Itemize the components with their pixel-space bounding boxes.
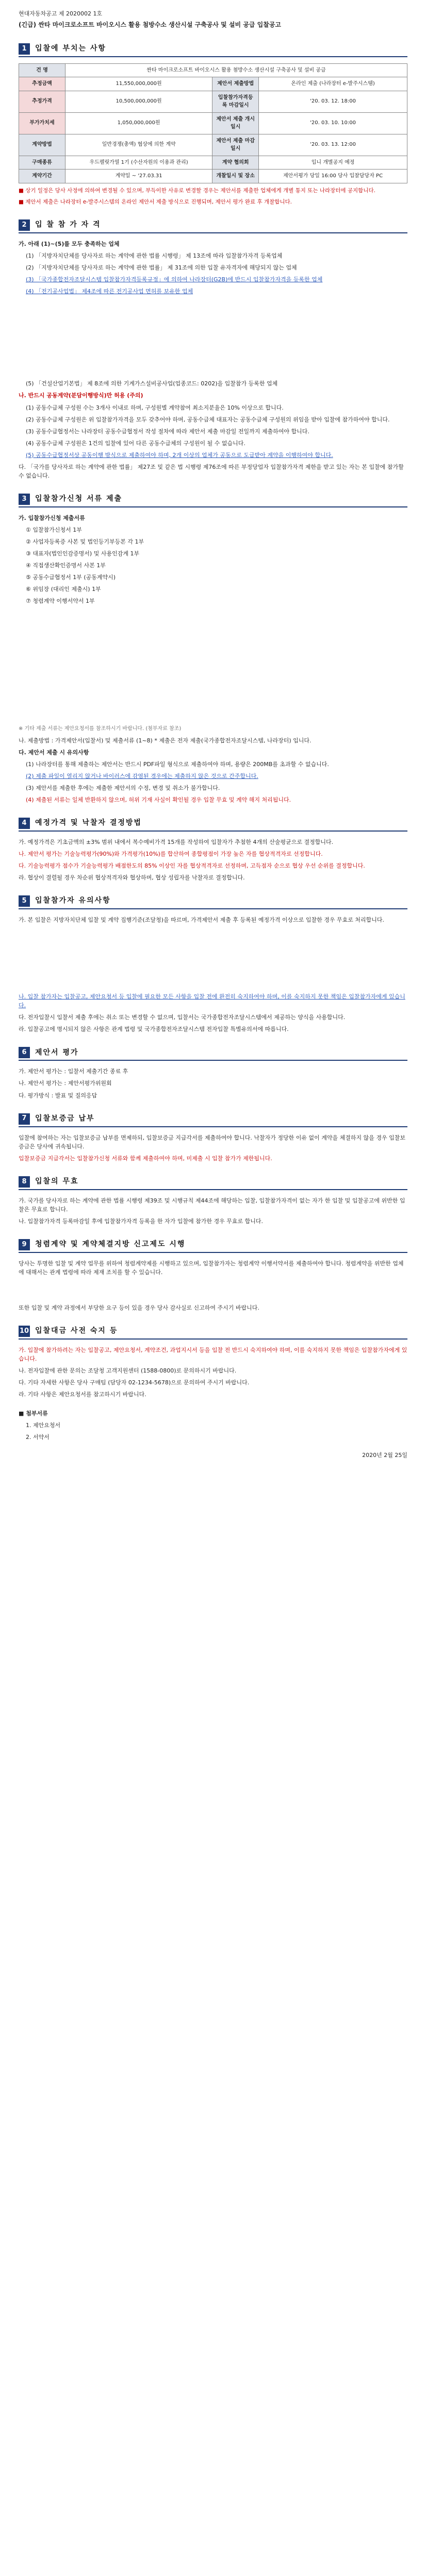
paragraph: (4) 「전기공사업법」 제4조에 따른 전기공사업 면허를 보유한 업체 [26, 288, 193, 295]
paragraph: 라. 기타 사항은 제안요청서를 참고하시기 바랍니다. [19, 1391, 146, 1398]
paragraph: (5) 공동수급협정서상 공동이행 방식으로 제출하여야 하며, 2개 이상의 업체가 공동으로 도급받아 계약을 이행하여야 합니다. [26, 451, 333, 459]
paragraph: (1) 「지방자치단체를 당사자로 하는 계약에 관한 법률 시행령」 제 13조에 따라 입찰참가자격 등록업체 [26, 252, 283, 260]
table-row [19, 77, 407, 91]
paragraph: 입찰보증금 지급각서는 입찰참가신청 서류와 함께 제출하여야 하며, 미제출 시 입찰 참가가 제한됩니다. [19, 1155, 272, 1162]
section-header [19, 43, 407, 57]
table-header-cell: 추정금액 [19, 77, 65, 91]
table-header-cell: 추정가격 [19, 91, 65, 112]
section-number: 5 [19, 895, 30, 907]
list-item: 다. 평가방식 : 발표 및 질의응답 [19, 1092, 97, 1099]
section-header [19, 1113, 407, 1127]
paragraph: (5) 「건설산업기본법」 제 8조에 의한 기계가스설비공사업(업종코드: 0202)을 입찰참가 등록한 업체 [26, 380, 278, 387]
section-header [19, 1176, 407, 1190]
table-cell: 제안서평가 당일 16:00 당사 입찰담당자 PC [259, 170, 407, 183]
table-header-cell: 계약 협의회 [212, 156, 259, 170]
paragraph: 다. 기술능력평가 점수가 기술능력평가 배점한도의 85% 이상인 자를 협상적격자로 선정하며, 고득점자 순으로 협상 우선 순위를 결정합니다. [19, 862, 365, 870]
paragraph: 나. 반드시 공동계약(분담이행방식)만 허용 (주의) [19, 392, 143, 399]
paragraph: 라. 협상이 결렬될 경우 차순위 협상적격자와 협상하며, 협상 성립자를 낙찰자로 결정합니다. [19, 874, 245, 882]
table-cell: '20. 03. 12. 18:00 [259, 91, 407, 112]
section-10 [19, 1326, 407, 1399]
attachment-item: 1. 제안요청서 [26, 1422, 61, 1429]
list-item: ⑥ 위임장 (대리인 제출시) 1부 [26, 586, 101, 593]
paragraph: 가. 입찰참가신청 제출서류 [19, 514, 85, 521]
list-item: ⑤ 공동수급협정서 1부 (공동계약시) [26, 574, 116, 581]
paragraph: (2) 「지방자치단체를 당사자로 하는 계약에 관한 법률」 제 31조에 의한 입찰 유자격자에 해당되지 않는 업체 [26, 264, 297, 272]
table-cell: 싼타 마이크로소프트 바이오시스 활용 첨방수소 생산시설 구축공사 및 설비 공급 [65, 63, 407, 77]
section-title: 예정가격 및 낙찰자 결정방법 [35, 819, 142, 827]
section-4 [19, 818, 407, 882]
section-number: 4 [19, 818, 30, 829]
table-header-cell: 계약기간 [19, 170, 65, 183]
table-cell: 10,500,000,000원 [65, 91, 212, 112]
section-title: 청렴계약 및 계약체결지방 신고제도 시행 [35, 1240, 186, 1248]
section-number: 6 [19, 1047, 30, 1058]
section-title: 입찰참가자 유의사항 [35, 896, 111, 905]
table-cell: '20. 03. 10. 10:00 [259, 112, 407, 134]
list-item: 나. 제안서 평가는 : 제안서평가위원회 [19, 1080, 112, 1087]
table-cell: 1,050,000,000원 [65, 112, 212, 134]
submission-warning: ■ 제안서 제출은 나라장터 e-발주시스템의 온라인 제안서 제출 방식으로 진행되며, 제안서 평가 완료 후 개찰합니다. [19, 198, 292, 205]
paragraph: (2) 제출 파일이 열리지 않거나 바이러스에 감염된 경우에는 제출하지 않은 것으로 간주합니다. [26, 772, 258, 779]
section-number: 9 [19, 1239, 30, 1250]
notice-number: 현대자동차공고 제 2020002 1호 [19, 10, 103, 17]
table-row [19, 170, 407, 183]
table-cell: 일반경쟁(총액) 협상에 의한 계약 [65, 134, 212, 156]
section-header [19, 494, 407, 507]
paragraph: 나. 입찰참가자격 등록마감일 후에 입찰참가자격 등록을 한 자가 입찰에 참가한 경우 무효로 합니다. [19, 1217, 263, 1225]
section-title: 입찰에 부치는 사항 [35, 44, 106, 53]
notice-date: 2020년 2월 25일 [362, 1452, 407, 1459]
table-row [19, 63, 407, 77]
list-item: ① 입찰참가신청서 1부 [26, 526, 82, 533]
paragraph: 가. 본 입찰은 지방자치단체 입찰 및 계약 집행기준(조달청)을 따르며, 가격제안서 제출 후 등록된 예정가격 이상으로 입찰한 경우 무효로 처리합니다. [19, 917, 384, 924]
paragraph: 입찰에 참여하는 자는 입찰보증금 납부를 면제하되, 입찰보증금 지급각서를 제출하여야 합니다. 낙찰자가 정당한 이유 없이 계약을 체결하지 않을 경우 입찰보증금은 당사에 귀속됩니다. [19, 1134, 405, 1150]
paragraph: (3) 공동수급협정서는 나라장터 공동수급협정서 작성 절차에 따라 제안서 제출 마감일 전일까지 제출하여야 합니다. [26, 428, 309, 435]
section-3 [19, 494, 407, 804]
blank-space [19, 299, 407, 376]
section-6 [19, 1047, 407, 1099]
blank-space [19, 608, 407, 722]
table-cell: 우드펠릿가열 1기 (수산자원의 이용과 관리) [65, 156, 212, 170]
paragraph: 또한 입찰 및 계약 과정에서 부당한 요구 등이 있을 경우 당사 감사실로 신고하여 주시기 바랍니다. [19, 1304, 259, 1311]
table-cell: 11,550,000,000원 [65, 77, 212, 91]
paragraph: 당사는 투명한 입찰 및 계약 업무를 위하여 청렴계약제를 시행하고 있으며, 입찰참가자는 청렴계약 이행서약서를 제출하여야 합니다. 청렴계약을 위반한 업체에 대해서는 관계 법령에 따라 제재 조치를 할 수 있습니다. [19, 1260, 404, 1276]
section-title: 입찰의 무효 [35, 1177, 79, 1185]
section-title: 입찰대금 사전 숙지 등 [35, 1327, 118, 1335]
table-header-cell: 계약방법 [19, 134, 65, 156]
paragraph: (3) 제안서를 제출한 후에는 제출한 제안서의 수정, 변경 및 취소가 불가합니다. [26, 784, 220, 791]
blank-space [19, 1280, 407, 1300]
section-title: 입찰보증금 납부 [35, 1114, 95, 1123]
attachment-item: 2. 서약서 [26, 1434, 50, 1441]
section-number: 7 [19, 1113, 30, 1125]
table-header-cell: 부가가치세 [19, 112, 65, 134]
section-number: 10 [19, 1326, 30, 1337]
section-2 [19, 219, 407, 480]
paragraph: (2) 공동수급체 구성원은 위 입찰참가자격을 모두 갖추어야 하며, 공동수급체 대표자는 공동수급체 구성원의 위임을 받아 입찰에 참가하여야 합니다. [26, 416, 390, 423]
list-item: ② 사업자등록증 사본 및 법인등기부등본 각 1부 [26, 538, 144, 545]
paragraph: 나. 제출방법 : 가격제안서(입찰서) 및 제출서류 (1~8) * 제출은 전자 제출(국가종합전자조달시스템, 나라장터) 입니다. [19, 737, 312, 744]
list-item: ③ 대표자(법인인감증명서) 및 사용인감계 1부 [26, 550, 140, 557]
paragraph: 다. 「국가를 당사자로 하는 계약에 관한 법률」 제27조 및 같은 법 시행령 제76조에 따른 부정당업자 입찰참가자격 제한을 받고 있는 자는 본 입찰에 참가할 수 없습니다. [19, 463, 404, 479]
table-header-cell: 제안서 제출 개시일시 [212, 112, 259, 134]
table-header-cell: 제안서 제출 마감일시 [212, 134, 259, 156]
paragraph: 다. 제안서 제출 시 유의사항 [19, 749, 89, 756]
notice-title: (긴급) 싼타 마이크로소프트 바이오시스 활용 첨방수소 생산시설 구축공사 및 설비 공급 입찰공고 [19, 21, 282, 29]
attachments [19, 1409, 407, 1442]
section-header [19, 1047, 407, 1061]
list-item: ④ 직접생산확인증명서 사본 1부 [26, 562, 106, 569]
section-number: 2 [19, 219, 30, 231]
table-header-cell: 건 명 [19, 63, 65, 77]
table-cell: '20. 03. 13. 12:00 [259, 134, 407, 156]
section-5 [19, 895, 407, 1033]
section-header [19, 818, 407, 832]
section-number: 3 [19, 494, 30, 505]
paragraph: (1) 공동수급체 구성원 수는 3개사 이내로 하며, 구성원별 계약참여 최소지분율은 10% 이상으로 합니다. [26, 404, 284, 411]
paragraph: (4) 공동수급체 구성원은 1건의 입찰에 있어 다른 공동수급체의 구성원이 될 수 없습니다. [26, 439, 245, 447]
section-8 [19, 1176, 407, 1226]
table-cell: 온라인 제출 (나라장터 e-발주시스템) [259, 77, 407, 91]
section-header [19, 1326, 407, 1340]
blank-space [19, 927, 407, 989]
table-cell: 입니 개별공지 예정 [259, 156, 407, 170]
paragraph: 다. 전자입찰시 입찰서 제출 후에는 취소 또는 변경할 수 없으며, 입찰서는 국가종합전자조달시스템에서 제공하는 양식을 사용합니다. [19, 1014, 346, 1021]
paragraph: 가. 국가를 당사자로 하는 계약에 관한 법률 시행령 제39조 및 시행규칙 제44조에 해당하는 입찰, 입찰참가자격이 없는 자가 한 입찰 및 입찰공고에 위반한 입찰은 무효로 합니다. [19, 1197, 405, 1213]
table-row [19, 134, 407, 156]
table-header-cell: 입찰참가자격등록 마감일시 [212, 91, 259, 112]
section-title: 제안서 평가 [35, 1048, 79, 1057]
section-number: 1 [19, 43, 30, 55]
paragraph: (4) 제출된 서류는 일체 반환하지 않으며, 허위 기재 사실이 확인될 경우 입찰 무효 및 계약 해지 처리됩니다. [26, 796, 291, 803]
table-row [19, 112, 407, 134]
paragraph: 라. 입찰공고에 명시되지 않은 사항은 관계 법령 및 국가종합전자조달시스템 전자입찰 특별유의서에 따릅니다. [19, 1026, 289, 1033]
section-9 [19, 1239, 407, 1312]
section-title: 입찰참가신청 서류 제출 [35, 494, 122, 503]
note: ※ 기타 제출 서류는 제안요청서를 참조하시기 바랍니다. (첨부자료 참조) [19, 726, 182, 732]
section-1 [19, 43, 407, 207]
table-cell: 계약일 ~ '27.03.31 [65, 170, 212, 183]
section-title: 입 찰 참 가 자 격 [35, 221, 101, 229]
section-header [19, 1239, 407, 1253]
table-header-cell: 제안서 제출방법 [212, 77, 259, 91]
paragraph: (3) 「국가종합전자조달시스템 입찰참가자격등록규정」에 의하여 나라장터(G2B)에 반드시 입찰참가자격을 등록한 업체 [26, 276, 323, 283]
paragraph: 가. 아래 (1)~(5)를 모두 충족하는 업체 [19, 241, 120, 248]
table-row [19, 156, 407, 170]
section-header [19, 895, 407, 909]
paragraph: 나. 전자입찰에 관한 문의는 조달청 고객지원센터 (1588-0800)로 문의하시기 바랍니다. [19, 1367, 237, 1375]
overview-table [19, 63, 407, 183]
list-item: 가. 제안서 평가는 : 입찰서 제출기간 종료 후 [19, 1068, 128, 1075]
notice-header [0, 0, 426, 30]
paragraph: 다. 기타 자세한 사항은 당사 구매팀 (담당자 02-1234-5678)으로 문의하여 주시기 바랍니다. [19, 1379, 250, 1386]
table-row [19, 91, 407, 112]
table-header-cell: 구매종류 [19, 156, 65, 170]
section-7 [19, 1113, 407, 1163]
schedule-warning: ■ 상기 일정은 당사 사정에 의하여 변경될 수 있으며, 부득이한 사유로 변경할 경우는 제안서를 제출한 업체에게 개별 통지 또는 나라장터에 공지합니다. [19, 187, 375, 194]
section-number: 8 [19, 1176, 30, 1188]
section-header [19, 219, 407, 233]
paragraph: 가. 예정가격은 기초금액의 ±3% 범위 내에서 복수예비가격 15개를 작성하여 입찰자가 추첨한 4개의 산술평균으로 결정합니다. [19, 838, 334, 845]
paragraph: 가. 입찰에 참가하려는 자는 입찰공고, 제안요청서, 계약조건, 과업지시서 등을 입찰 전 반드시 숙지하여야 하며, 이를 숙지하지 못한 책임은 입찰참가자에게 있습니다. [19, 1346, 407, 1363]
paragraph: (1) 나라장터를 통해 제출하는 제안서는 반드시 PDF파일 형식으로 제출하여야 하며, 용량은 200MB를 초과할 수 없습니다. [26, 760, 329, 768]
paragraph: 나. 제안서 평가는 기술능력평가(90%)와 가격평가(10%)를 합산하여 종합평점이 가장 높은 자를 협상적격자로 선정합니다. [19, 851, 323, 858]
paragraph: 나. 입찰 참가자는 입찰공고, 제안요청서 등 입찰에 필요한 모든 사항을 입찰 전에 완전히 숙지하여야 하며, 이를 숙지하지 못한 책임은 입찰참가자에게 있습니다. [19, 993, 405, 1009]
attachments-title: ■ 첨부서류 [19, 1410, 48, 1417]
table-header-cell: 개찰일시 및 장소 [212, 170, 259, 183]
list-item: ⑦ 청렴계약 이행서약서 1부 [26, 598, 95, 605]
